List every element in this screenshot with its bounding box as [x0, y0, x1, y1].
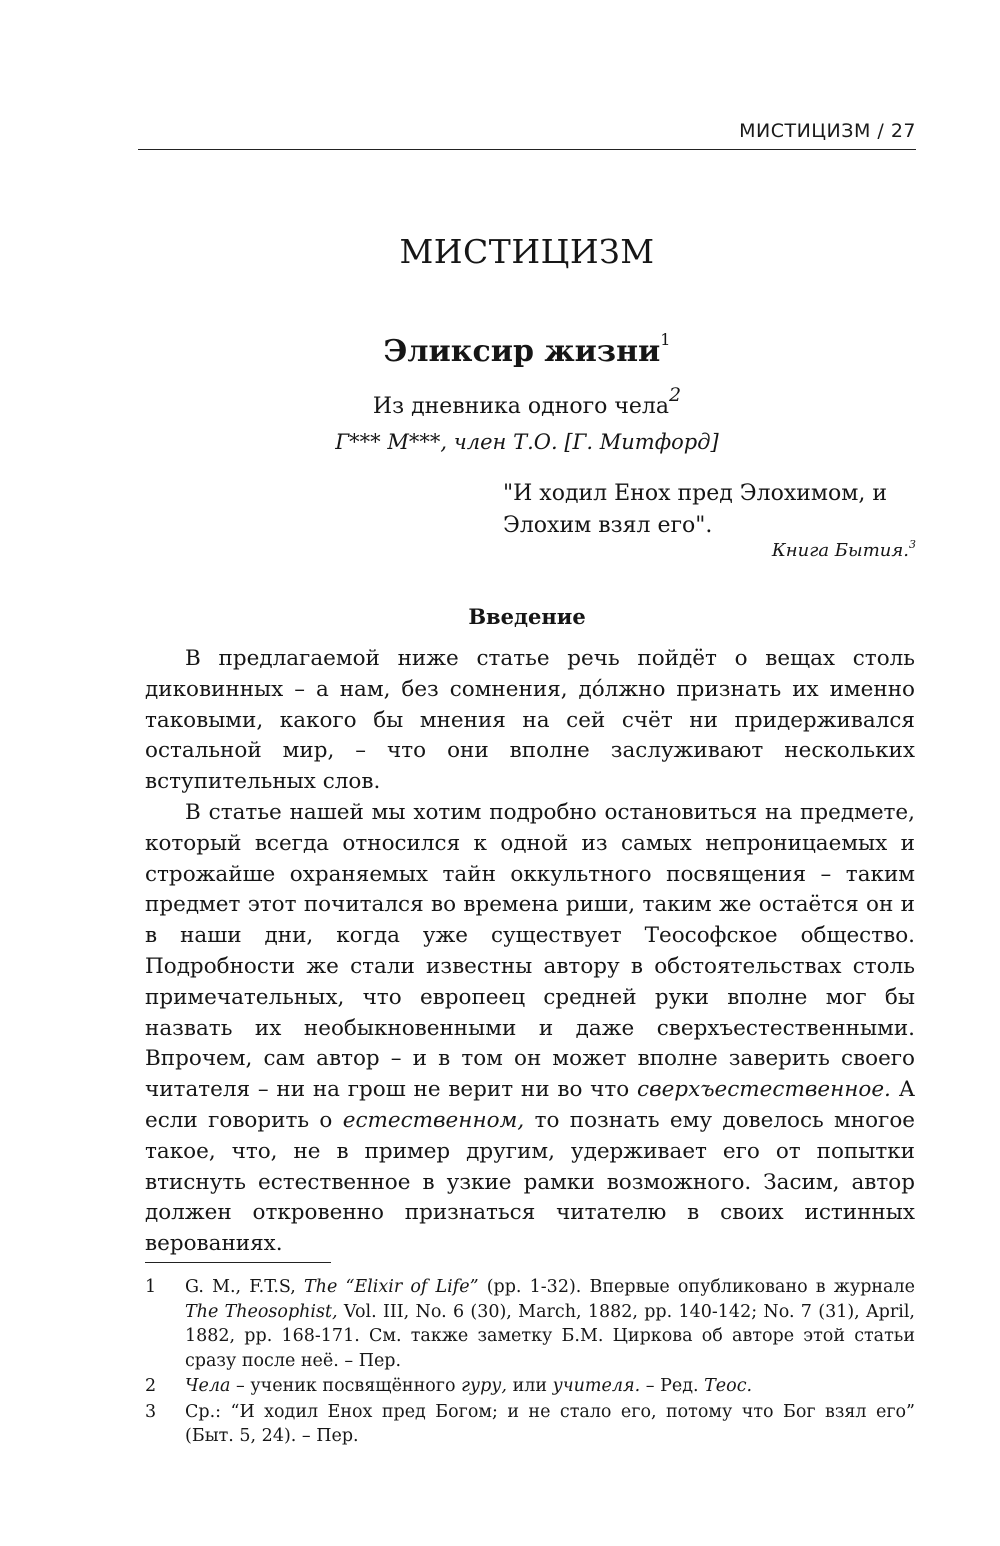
- body-text: [145, 644, 915, 1260]
- epigraph: [503, 478, 916, 542]
- article-title-text: Эликсир жизни: [383, 334, 661, 369]
- footnote-2-teacher: учителя.: [552, 1376, 641, 1396]
- subtitle-text: Из дневника одного чела: [372, 394, 669, 419]
- footnote-2: [145, 1374, 915, 1399]
- paragraph-1: В предлагаемой ниже статье речь пойдёт о вещах столь диковинных – а нам, без сомнения, дóлжно признать их именно таковыми, какого бы мнения на сей счёт ни придерживался остальной мир, – что они вполне заслуживают нескольких вступительных слов.: [145, 646, 915, 795]
- epigraph-source-text: Книга Бытия.: [771, 540, 909, 561]
- paragraph-2-emphasis-2: естественном,: [342, 1107, 525, 1133]
- footnote-2-term: Чела: [185, 1376, 231, 1396]
- article-subtitle: [138, 384, 916, 419]
- footnote-2-part-b: или: [512, 1376, 548, 1396]
- footnote-rule: [145, 1262, 331, 1263]
- footnote-text: [185, 1374, 915, 1399]
- epigraph-line-1: "И ходил Енох пред Элохимом, и: [503, 481, 888, 506]
- footnote-2-guru: гуру,: [461, 1376, 507, 1396]
- article-author: Г*** М***, член Т.О. [Г. Митфорд]: [335, 430, 719, 454]
- article-title: [138, 330, 916, 369]
- footnotes: [145, 1275, 915, 1450]
- paragraph-2: [145, 798, 915, 1260]
- footnote-1-part-b: (pp. 1-32). Впервые опубликовано в журнале: [486, 1277, 915, 1297]
- intro-heading: Введение: [468, 604, 586, 629]
- footnote-ref-1[interactable]: 1: [660, 330, 671, 349]
- footnote-1-journal: The Theosophist,: [185, 1301, 338, 1322]
- footnote-1: [145, 1275, 915, 1373]
- epigraph-line-2: Элохим взял его".: [503, 513, 713, 538]
- footnote-3: [145, 1400, 915, 1449]
- footnote-number: 1: [145, 1277, 157, 1297]
- footnote-ref-3[interactable]: 3: [909, 538, 916, 551]
- footnote-2-part-c: – Ред.: [645, 1376, 699, 1396]
- paragraph-2-emphasis-1: сверхъестественное.: [637, 1077, 891, 1103]
- header-rule: [138, 149, 916, 150]
- footnote-text: [185, 1275, 915, 1373]
- section-title: МИСТИЦИЗМ: [399, 232, 655, 271]
- paragraph-2-part-1: В статье нашей мы хотим подробно остановиться на предмете, который всегда относился к одной из самых непроницаемых и строжайше охраняемых тайн оккультного посвящения – таким предмет этот почитался во времена риши, таким же остаётся он и в наши дни, когда уже существует Теософское общество. Подробности же стали известны автору в обстоятельствах столь примечательных, что европеец средней руки вполне мог бы назвать их необыкновенными и даже сверхъестественными. Впрочем, сам автор – и в том он может вполне заверить своего читателя – ни на грош не верит ни во что: [145, 799, 915, 1103]
- running-head: МИСТИЦИЗМ / 27: [739, 120, 916, 142]
- footnote-number: 2: [145, 1376, 157, 1396]
- footnote-2-part-a: – ученик посвящённого: [236, 1376, 456, 1396]
- footnote-number: 3: [145, 1401, 157, 1422]
- footnote-ref-2[interactable]: 2: [669, 384, 682, 406]
- paragraph-2-part-2: А если говорить о: [145, 1077, 915, 1133]
- footnote-1-part-c: Vol. III, No. 6 (30), March, 1882, pp. 140-142; No. 7 (31), April, 1882, pp. 168-171. См. также заметку Б.М. Циркова об авторе этой статьи сразу после неё. – Пер.: [185, 1301, 915, 1371]
- footnote-1-part-a: G. M., F.T.S,: [185, 1277, 296, 1297]
- footnote-text: Ср.: “И ходил Енох пред Богом; и не стало его, потому что Бог взял его” (Быт. 5, 24). – Пер.: [185, 1401, 915, 1446]
- footnote-1-title: The “Elixir of Life”: [304, 1277, 479, 1297]
- paragraph-2-part-3: то познать ему довелось многое такое, что, не в пример другим, удерживает его от попытки втиснуть естественное в узкие рамки возможного. Засим, автор должен откровенно признаться читателю в своих истинных верованиях.: [145, 1107, 915, 1257]
- footnote-2-theos: Теос.: [704, 1376, 753, 1396]
- epigraph-source: [503, 540, 916, 561]
